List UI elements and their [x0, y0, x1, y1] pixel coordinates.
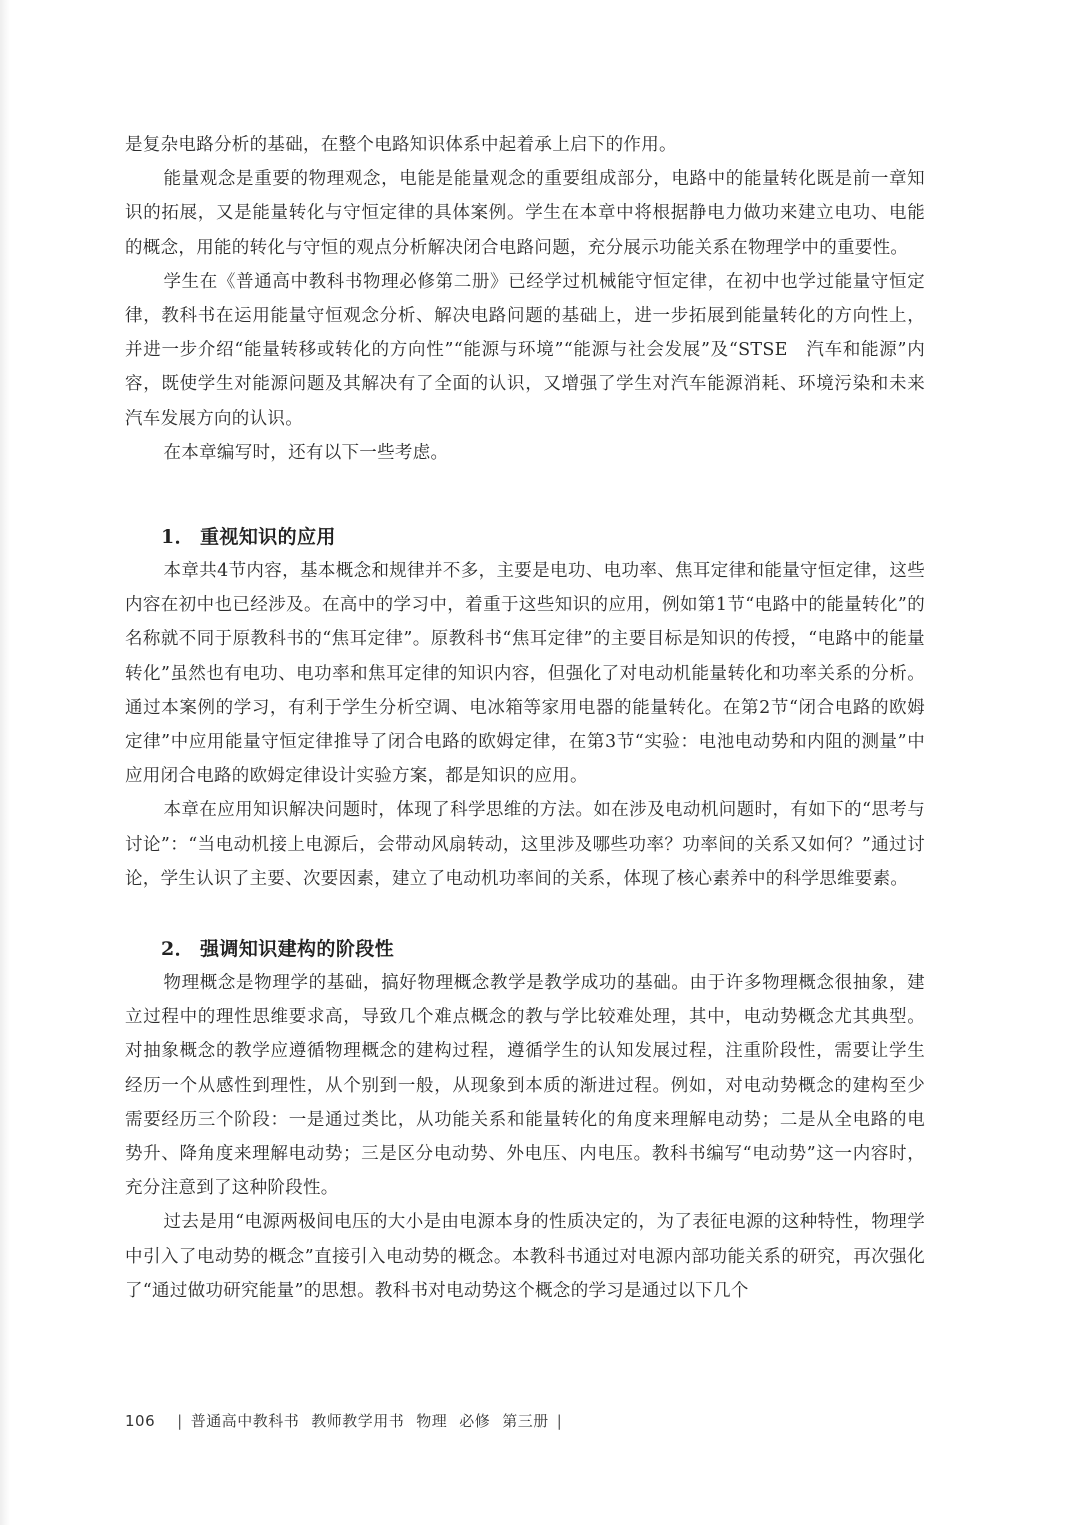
- section-2-title: 强调知识建构的阶段性: [200, 938, 395, 961]
- section-1-title: 重视知识的应用: [200, 526, 336, 549]
- section-2-heading-block: [125, 934, 925, 964]
- footer-separator-end: |: [556, 1412, 563, 1430]
- footer-book-type: 教师教学用书: [311, 1412, 405, 1430]
- section-1-paragraph-2: 本章在应用知识解决问题时，体现了科学思维的方法。如在涉及电动机问题时，有如下的“思考与讨论”：“当电动机接上电源后，会带动风扇转动，这里涉及哪些功率？功率间的关系又如何？”通过讨论，学生认识了主要、次要因素，建立了电动机功率间的关系，体现了核心素养中的科学思维要素。: [125, 800, 925, 889]
- footer-subject: 物理: [416, 1412, 448, 1430]
- section-2-paragraph-1: 物理概念是物理学的基础，搞好物理概念教学是教学成功的基础。由于许多物理概念很抽象，建立过程中的理性思维要求高，导致几个难点概念的教与学比较难处理，其中，电动势概念尤其典型。对抽象概念的教学应遵循物理概念的建构过程，遵循学生的认知发展过程，注重阶段性，需要让学生经历一个从感性到理性，从个别到一般，从现象到本质的渐进过程。例如，对电动势概念的建构至少需要经历三个阶段：一是通过类比，从功能关系和能量转化的角度来理解电动势；二是从全电路的电势升、降角度来理解电动势；三是区分电动势、外电压、内电压。教科书编写“电动势”这一内容时，充分注意到了这种阶段性。: [125, 973, 925, 1199]
- section-1-paragraph-1: 本章共4节内容，基本概念和规律并不多，主要是电功、电功率、焦耳定律和能量守恒定律，这些内容在初中也已经涉及。在高中的学习中，着重于这些知识的应用，例如第1节“电路中的能量转化”的名称就不同于原教科书的“焦耳定律”。原教科书“焦耳定律”的主要目标是知识的传授，“电路中的能量转化”虽然也有电功、电功率和焦耳定律的知识内容，但强化了对电动机能量转化和功率关系的分析。通过本案例的学习，有利于学生分析空调、电冰箱等家用电器的能量转化。在第2节“闭合电路的欧姆定律”中应用能量守恒定律推导了闭合电路的欧姆定律，在第3节“实验：电池电动势和内阻的测量”中应用闭合电路的欧姆定律设计实验方案，都是知识的应用。: [125, 561, 925, 787]
- section-1-heading: [125, 522, 925, 552]
- page-edge: [0, 0, 10, 1525]
- section-1-number: 1．: [161, 526, 195, 549]
- footer-level: 必修: [459, 1412, 491, 1430]
- page-footer: [125, 1410, 570, 1431]
- intro-paragraph-3: 学生在《普通高中教科书物理必修第二册》已经学过机械能守恒定律，在初中也学过能量守恒定律，教科书在运用能量守恒观念分析、解决电路问题的基础上，进一步拓展到能量转化的方向性上，并进一步介绍“能量转移或转化的方向性”“能源与环境”“能源与社会发展”及“STSE 汽车和能源”内容，既使学生对能源问题及其解决有了全面的认识，又增强了学生对汽车能源消耗、环境污染和未来汽车发展方向的认识。: [125, 271, 925, 429]
- section-2-paragraph-2: 过去是用“电源两极间电压的大小是由电源本身的性质决定的，为了表征电源的这种特性，物理学中引入了电动势的概念”直接引入电动势的概念。本教科书通过对电源内部功能关系的研究，再次强化了“通过做功研究能量”的思想。教科书对电动势这个概念的学习是通过以下几个: [125, 1212, 925, 1301]
- intro-paragraph-1: 是复杂电路分析的基础，在整个电路知识体系中起着承上启下的作用。: [125, 135, 677, 155]
- intro-paragraph-4: 在本章编写时，还有以下一些考虑。: [163, 442, 449, 463]
- footer-book-title: 普通高中教科书: [190, 1412, 300, 1430]
- footer-volume: 第三册: [502, 1412, 549, 1430]
- intro-paragraph-2: 能量观念是重要的物理观念，电能是能量观念的重要组成部分，电路中的能量转化既是前一章知识的拓展，又是能量转化与守恒定律的具体案例。学生在本章中将根据静电力做功来建立电功、电能的概念，用能的转化与守恒的观点分析解决闭合电路问题，充分展示功能关系在物理学中的重要性。: [125, 169, 925, 258]
- footer-separator: |: [177, 1412, 183, 1430]
- section-1-heading-block: [125, 522, 925, 552]
- page-body: [125, 128, 925, 1308]
- section-2-heading: [125, 934, 925, 964]
- section-2-number: 2．: [161, 938, 195, 961]
- page-number: 106: [125, 1412, 156, 1430]
